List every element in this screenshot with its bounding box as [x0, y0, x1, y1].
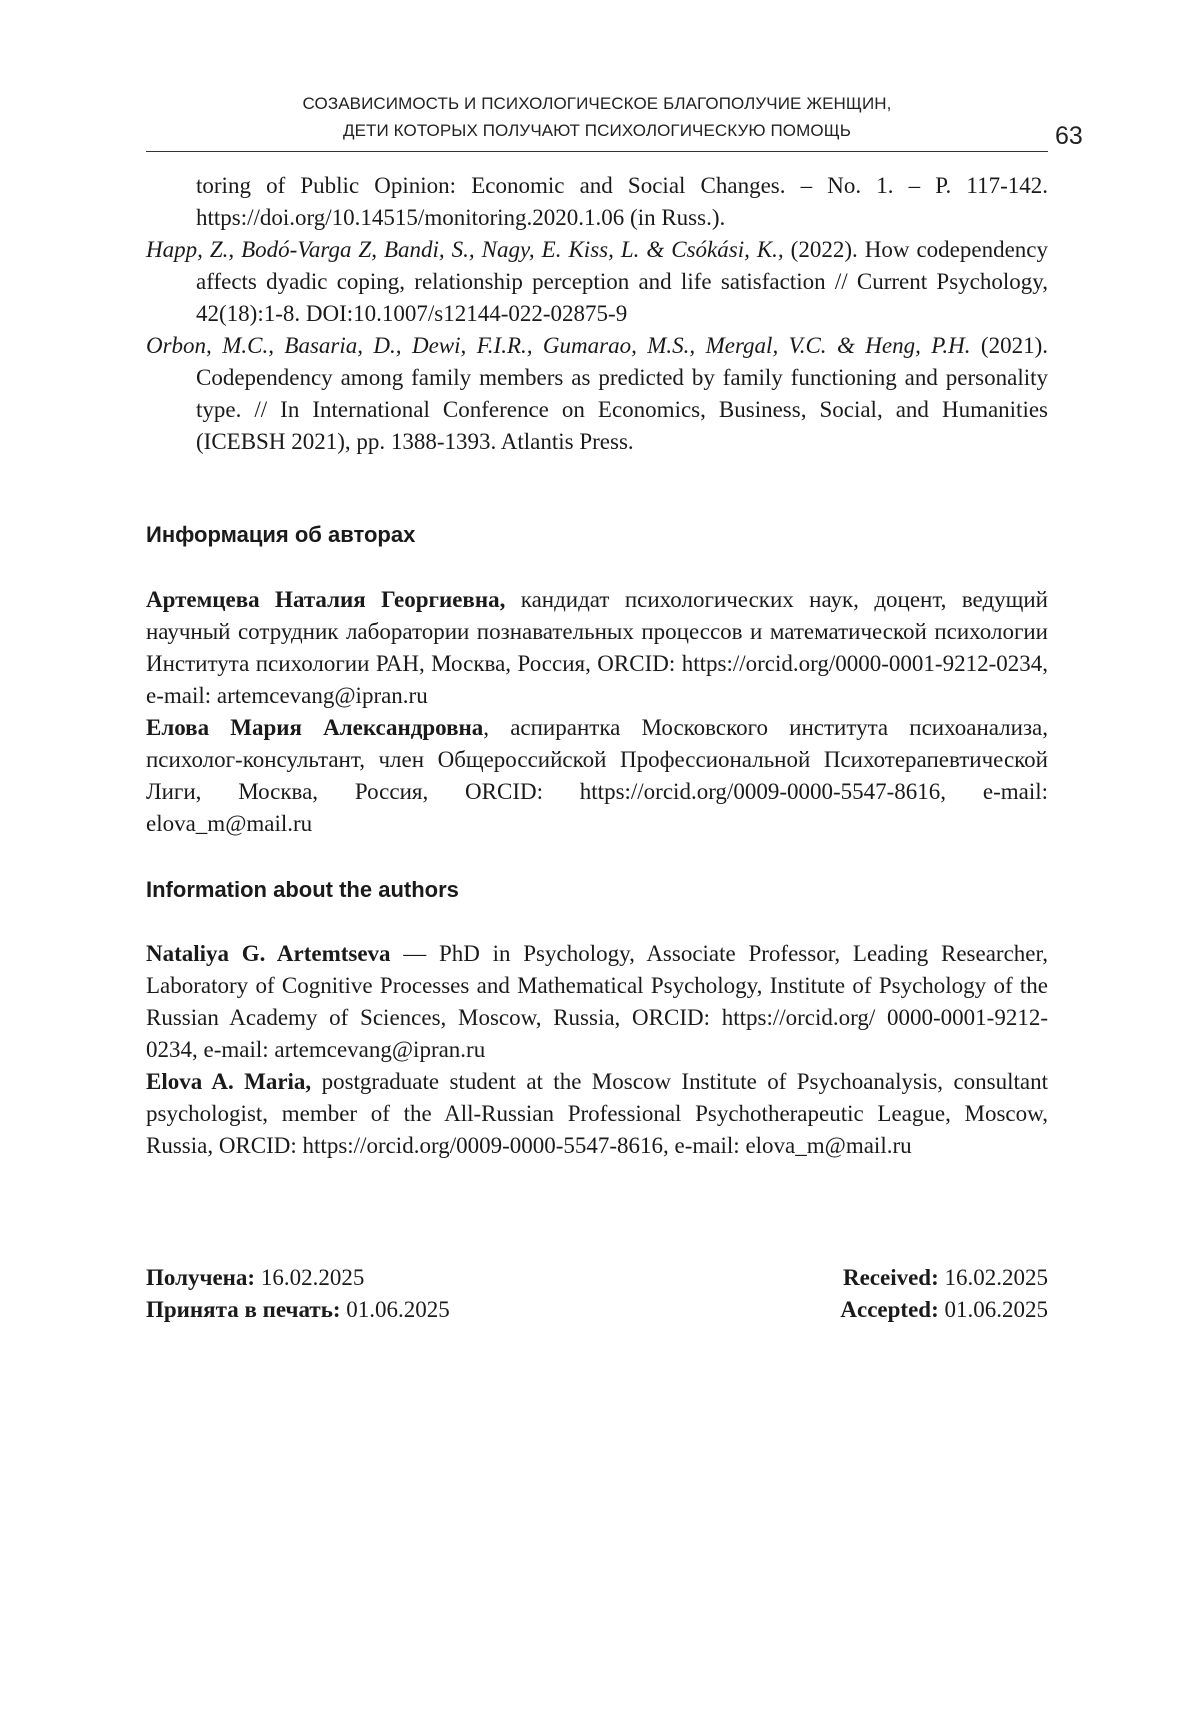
- received-ru-value: 16.02.2025: [255, 1265, 365, 1290]
- author-entry: [146, 712, 1048, 840]
- accepted-ru: [146, 1294, 450, 1326]
- reference-entry-happ: [146, 234, 1048, 330]
- received-en-label: Received:: [842, 1265, 939, 1290]
- author-name: Elova A. Maria,: [146, 1069, 312, 1094]
- accepted-en-value: 01.06.2025: [938, 1297, 1048, 1322]
- section-title-ru: Информация об авторах: [146, 522, 416, 547]
- received-en: [843, 1262, 1048, 1294]
- article-dates: [146, 1262, 1048, 1326]
- running-header-line-1: СОЗАВИСИМОСТЬ И ПСИХОЛОГИЧЕСКОЕ БЛАГОПОЛУЧИЕ ЖЕНЩИН,: [302, 94, 892, 113]
- accepted-row: [146, 1294, 1048, 1326]
- received-en-value: 16.02.2025: [938, 1265, 1048, 1290]
- authors-info-ru: [146, 584, 1048, 840]
- reference-authors: Orbon, M.C., Basaria, D., Dewi, F.I.R., Gumarao, M.S., Mergal, V.C. & Heng, P.H.: [146, 333, 971, 358]
- reference-text: toring of Public Opinion: Economic and Social Changes. – No. 1. – P. 117-142. https://doi.org/10.14515/monitoring.2020.1.06 (in Russ.).: [196, 173, 1048, 230]
- accepted-ru-label: Принята в печать:: [146, 1297, 341, 1322]
- authors-info-en: [146, 938, 1048, 1162]
- accepted-en: [840, 1294, 1048, 1326]
- received-row: [146, 1262, 1048, 1294]
- received-ru: [146, 1262, 364, 1294]
- author-name: Nataliya G. Artemtseva: [146, 941, 391, 966]
- reference-text: (2021). Codependency among family members as predicted by family functioning and personality type. // In International Conference on Economics, Business, Social, and Humanities (ICEBSH 2021), pp. 1388-1393. Atlantis Press.: [196, 333, 1048, 454]
- author-entry: [146, 938, 1048, 1066]
- author-description: — PhD in Psychology, Associate Professor, Leading Researcher, Laboratory of Cognitive Processes and Mathematical Psychology, Institute of Psychology of the Russian Academy of Sciences, Moscow, Russia, ORCID: https://orcid.org/ 0000-0001-9212-0234, e-mail: artemcevang@ipran.ru: [146, 941, 1048, 1062]
- author-entry: [146, 1066, 1048, 1162]
- accepted-ru-value: 01.06.2025: [340, 1297, 450, 1322]
- author-name: Артемцева Наталия Георгиевна,: [146, 587, 506, 612]
- reference-text: (2022). How codependency affects dyadic coping, relationship perception and life satisfaction // Current Psychology, 42(18):1-8. DOI:10.1007/s12144-022-02875-9: [196, 237, 1048, 326]
- received-ru-label: Получена:: [146, 1265, 256, 1290]
- header-divider: [146, 151, 1048, 152]
- author-description: , аспирантка Московского института психоанализа, психолог-консультант, член Общероссийской Профессиональной Психотерапевтической Лиги, Москва, Россия, ORCID: https://orcid.org/0009-0000-5547-8616, e-mail: elova_m@mail.ru: [146, 715, 1048, 836]
- author-entry: [146, 584, 1048, 712]
- author-description: кандидат психологических наук, доцент, ведущий научный сотрудник лаборатории познавательных процессов и математической психологии Института психологии РАН, Москва, Россия, ORCID: https://orcid.org/0000-0001-9212-0234, e-mail: artemcevang@ipran.ru: [146, 587, 1048, 708]
- accepted-en-label: Accepted:: [840, 1297, 939, 1322]
- running-header-line-2: ДЕТИ КОТОРЫХ ПОЛУЧАЮТ ПСИХОЛОГИЧЕСКУЮ ПОМОЩЬ: [343, 121, 851, 140]
- page-number: 63: [1055, 122, 1083, 150]
- author-description: postgraduate student at the Moscow Institute of Psychoanalysis, consultant psychologist, member of the All-Russian Professional Psychotherapeutic League, Moscow, Russia, ORCID: https://orcid.org/0009-0000-5547-8616, e-mail: elova_m@mail.ru: [146, 1069, 1048, 1158]
- running-header: [146, 90, 1048, 144]
- reference-list: [146, 170, 1048, 458]
- section-title-en: Information about the authors: [146, 877, 459, 902]
- reference-continuation: [146, 170, 1048, 234]
- reference-entry-orbon: [146, 330, 1048, 458]
- author-name: Елова Мария Александровна: [146, 715, 484, 740]
- reference-authors: Happ, Z., Bodó-Varga Z, Bandi, S., Nagy, E. Kiss, L. & Csókási, K.,: [146, 237, 784, 262]
